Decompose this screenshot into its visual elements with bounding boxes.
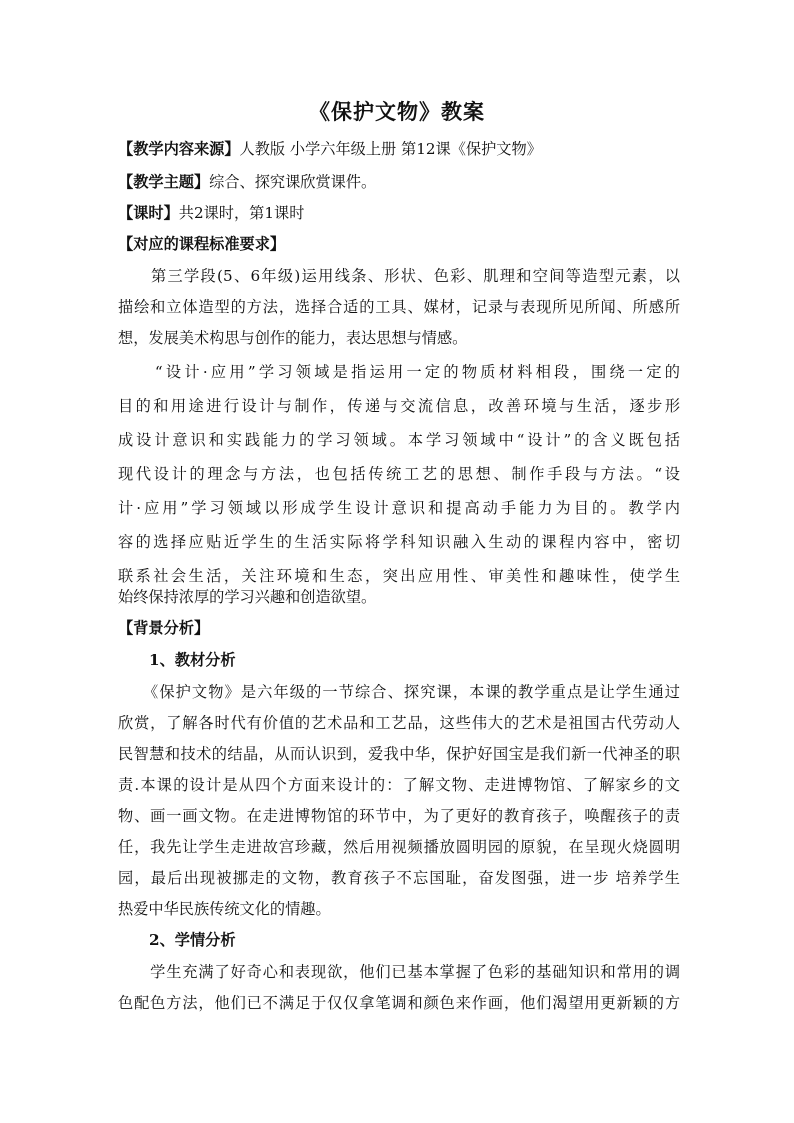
- source-value: 人教版 小学六年级上册 第12课《保护文物》: [239, 140, 542, 158]
- sub1-line: 物、画一画文物。在走进博物馆的环节中，为了更好的教育孩子，唤醒孩子的责: [118, 807, 680, 825]
- sub1-line: 《保护文物》是六年级的一节综合、探究课，本课的教学重点是让学生通过: [118, 683, 680, 701]
- standard-p1-line: 描绘和立体造型的方法，选择合适的工具、媒材，记录与表现所见所闻、所感所: [118, 298, 680, 316]
- sub1-line: 民智慧和技术的结晶，从而认识到，爱我中华，保护好国宝是我们新一代神圣的职: [118, 745, 680, 763]
- sub1-line: 任，我先让学生走进故宫珍藏，然后用视频播放圆明园的原貌，在呈现火烧圆明: [118, 838, 680, 856]
- standard-p2-line: 现代设计的理念与方法，也包括传统工艺的思想、制作手段与方法。“设: [118, 465, 680, 483]
- standard-p2-line: 始终保持浓厚的学习兴趣和创造欲望。: [118, 588, 377, 606]
- standard-p1-line: 第三学段(5、6年级)运用线条、形状、色彩、肌理和空间等造型元素，以: [118, 267, 680, 285]
- theme-label: 【教学主题】: [118, 173, 210, 191]
- standard-p2-line: 计·应用”学习领域以形成学生设计意识和提高动手能力为目的。教学内: [118, 499, 680, 517]
- document-title: 《保护文物》教案: [309, 99, 485, 124]
- theme-line: [118, 172, 680, 192]
- sub2-line: 学生充满了好奇心和表现欲，他们已基本掌握了色彩的基础知识和常用的调: [118, 963, 680, 981]
- sub2-line: 色配色方法，他们已不满足于仅仅拿笔调和颜色来作画，他们渴望用更新颖的方: [118, 994, 680, 1012]
- sub1-line: 园，最后出现被挪走的文物，教育孩子不忘国耻，奋发图强，进一步 培养学生: [118, 869, 680, 887]
- source-label: 【教学内容来源】: [118, 140, 240, 158]
- standard-p2-line: 联系社会生活，关注环境和生态，突出应用性、审美性和趣味性，使学生: [118, 567, 680, 585]
- sub1-line: 欣赏，了解各时代有价值的艺术品和工艺品，这些伟大的艺术是祖国古代劳动人: [118, 714, 680, 732]
- period-value: 共2课时，第1课时: [178, 204, 305, 222]
- standard-heading: 【对应的课程标准要求】: [118, 235, 286, 253]
- standard-p2-line: 成设计意识和实践能力的学习领域。本学习领域中“设计”的含义既包括: [118, 431, 680, 449]
- background-heading: 【背景分析】: [118, 619, 210, 637]
- sub2-heading: 2、学情分析: [149, 931, 236, 949]
- standard-p2-line: 目的和用途进行设计与制作，传递与交流信息，改善环境与生活，逐步形: [118, 397, 680, 415]
- period-label: 【课时】: [118, 204, 179, 222]
- sub1-line: 热爱中华民族传统文化的情趣。: [118, 900, 331, 918]
- sub1-heading: 1、教材分析: [149, 651, 236, 669]
- source-line: [118, 139, 680, 159]
- period-line: [118, 203, 680, 223]
- sub1-line: 责.本课的设计是从四个方面来设计的：了解文物、走进博物馆、了解家乡的文: [118, 776, 680, 794]
- theme-value: 综合、探究课欣赏课件。: [209, 173, 377, 191]
- standard-p2-line: “设计·应用”学习领域是指运用一定的物质材料相段，围绕一定的: [118, 363, 680, 381]
- standard-p2-line: 容的选择应贴近学生的生活实际将学科知识融入生动的课程内容中，密切: [118, 533, 680, 551]
- standard-p1-line: 想，发展美术构思与创作的能力，表达思想与情感。: [118, 329, 468, 347]
